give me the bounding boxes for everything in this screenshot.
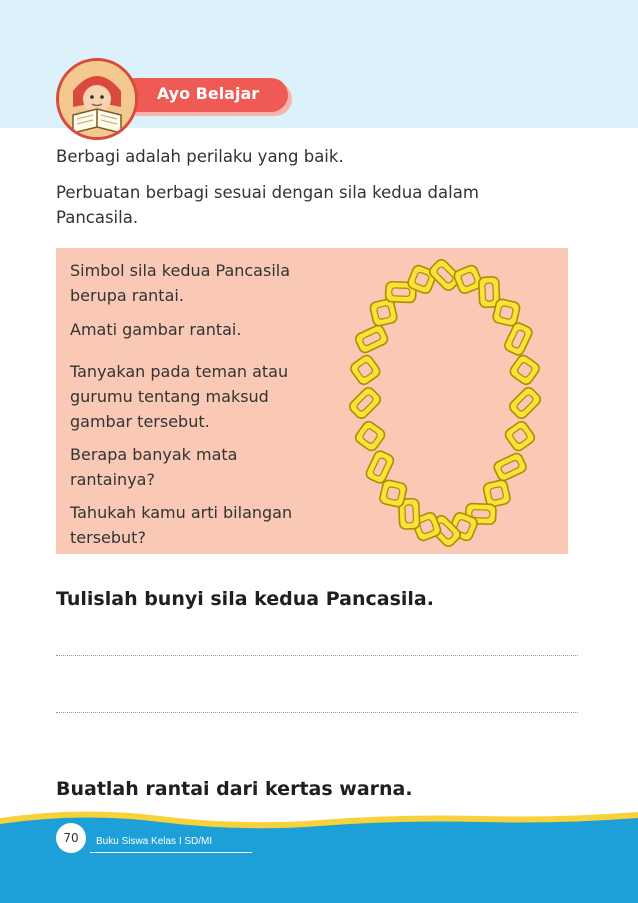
intro-line-3: Pancasila. <box>56 208 139 227</box>
chain-link <box>508 353 541 386</box>
footer-rule <box>90 852 252 853</box>
chain-link <box>379 479 408 508</box>
intro-line-2: Perbuatan berbagi sesuai dengan sila kedua dalam <box>56 183 479 202</box>
info-line-5: gurumu tentang maksud <box>70 387 269 406</box>
book-title: Buku Siswa Kelas I SD/MI <box>96 836 213 847</box>
reading-child-avatar <box>56 58 138 140</box>
chain-link <box>507 385 542 420</box>
task-title-write-sila: Tulislah bunyi sila kedua Pancasila. <box>56 588 434 610</box>
chain-link <box>503 321 534 357</box>
answer-line-2[interactable] <box>56 712 578 713</box>
chain-link <box>353 419 386 452</box>
footer-wave <box>0 806 638 903</box>
chain-link <box>492 298 521 327</box>
reading-child-icon <box>59 61 135 137</box>
section-header-label: Ayo Belajar <box>156 84 260 103</box>
section-header <box>56 58 296 136</box>
chain-link <box>354 324 390 355</box>
chain-illustration <box>330 258 560 548</box>
info-line-3: Amati gambar rantai. <box>70 320 242 339</box>
info-line-6: gambar tersebut. <box>70 412 210 431</box>
info-line-8: rantainya? <box>70 470 155 489</box>
info-line-2: berupa rantai. <box>70 286 184 305</box>
info-line-7: Berapa banyak mata <box>70 445 238 464</box>
chain-link <box>364 449 395 485</box>
page-number: 70 <box>56 823 86 853</box>
info-line-1: Simbol sila kedua Pancasila <box>70 261 291 280</box>
chain-link <box>492 452 528 483</box>
chain-link <box>503 419 536 452</box>
answer-line-1[interactable] <box>56 655 578 656</box>
chain-link <box>347 385 382 420</box>
intro-line-1: Berbagi adalah perilaku yang baik. <box>56 147 344 166</box>
chain-icon <box>330 258 560 548</box>
chain-link <box>349 353 382 386</box>
info-line-4: Tanyakan pada teman atau <box>70 362 289 381</box>
info-line-10: tersebut? <box>70 528 146 547</box>
task-title-make-chain: Buatlah rantai dari kertas warna. <box>56 778 413 800</box>
info-line-9: Tahukah kamu arti bilangan <box>70 503 293 522</box>
